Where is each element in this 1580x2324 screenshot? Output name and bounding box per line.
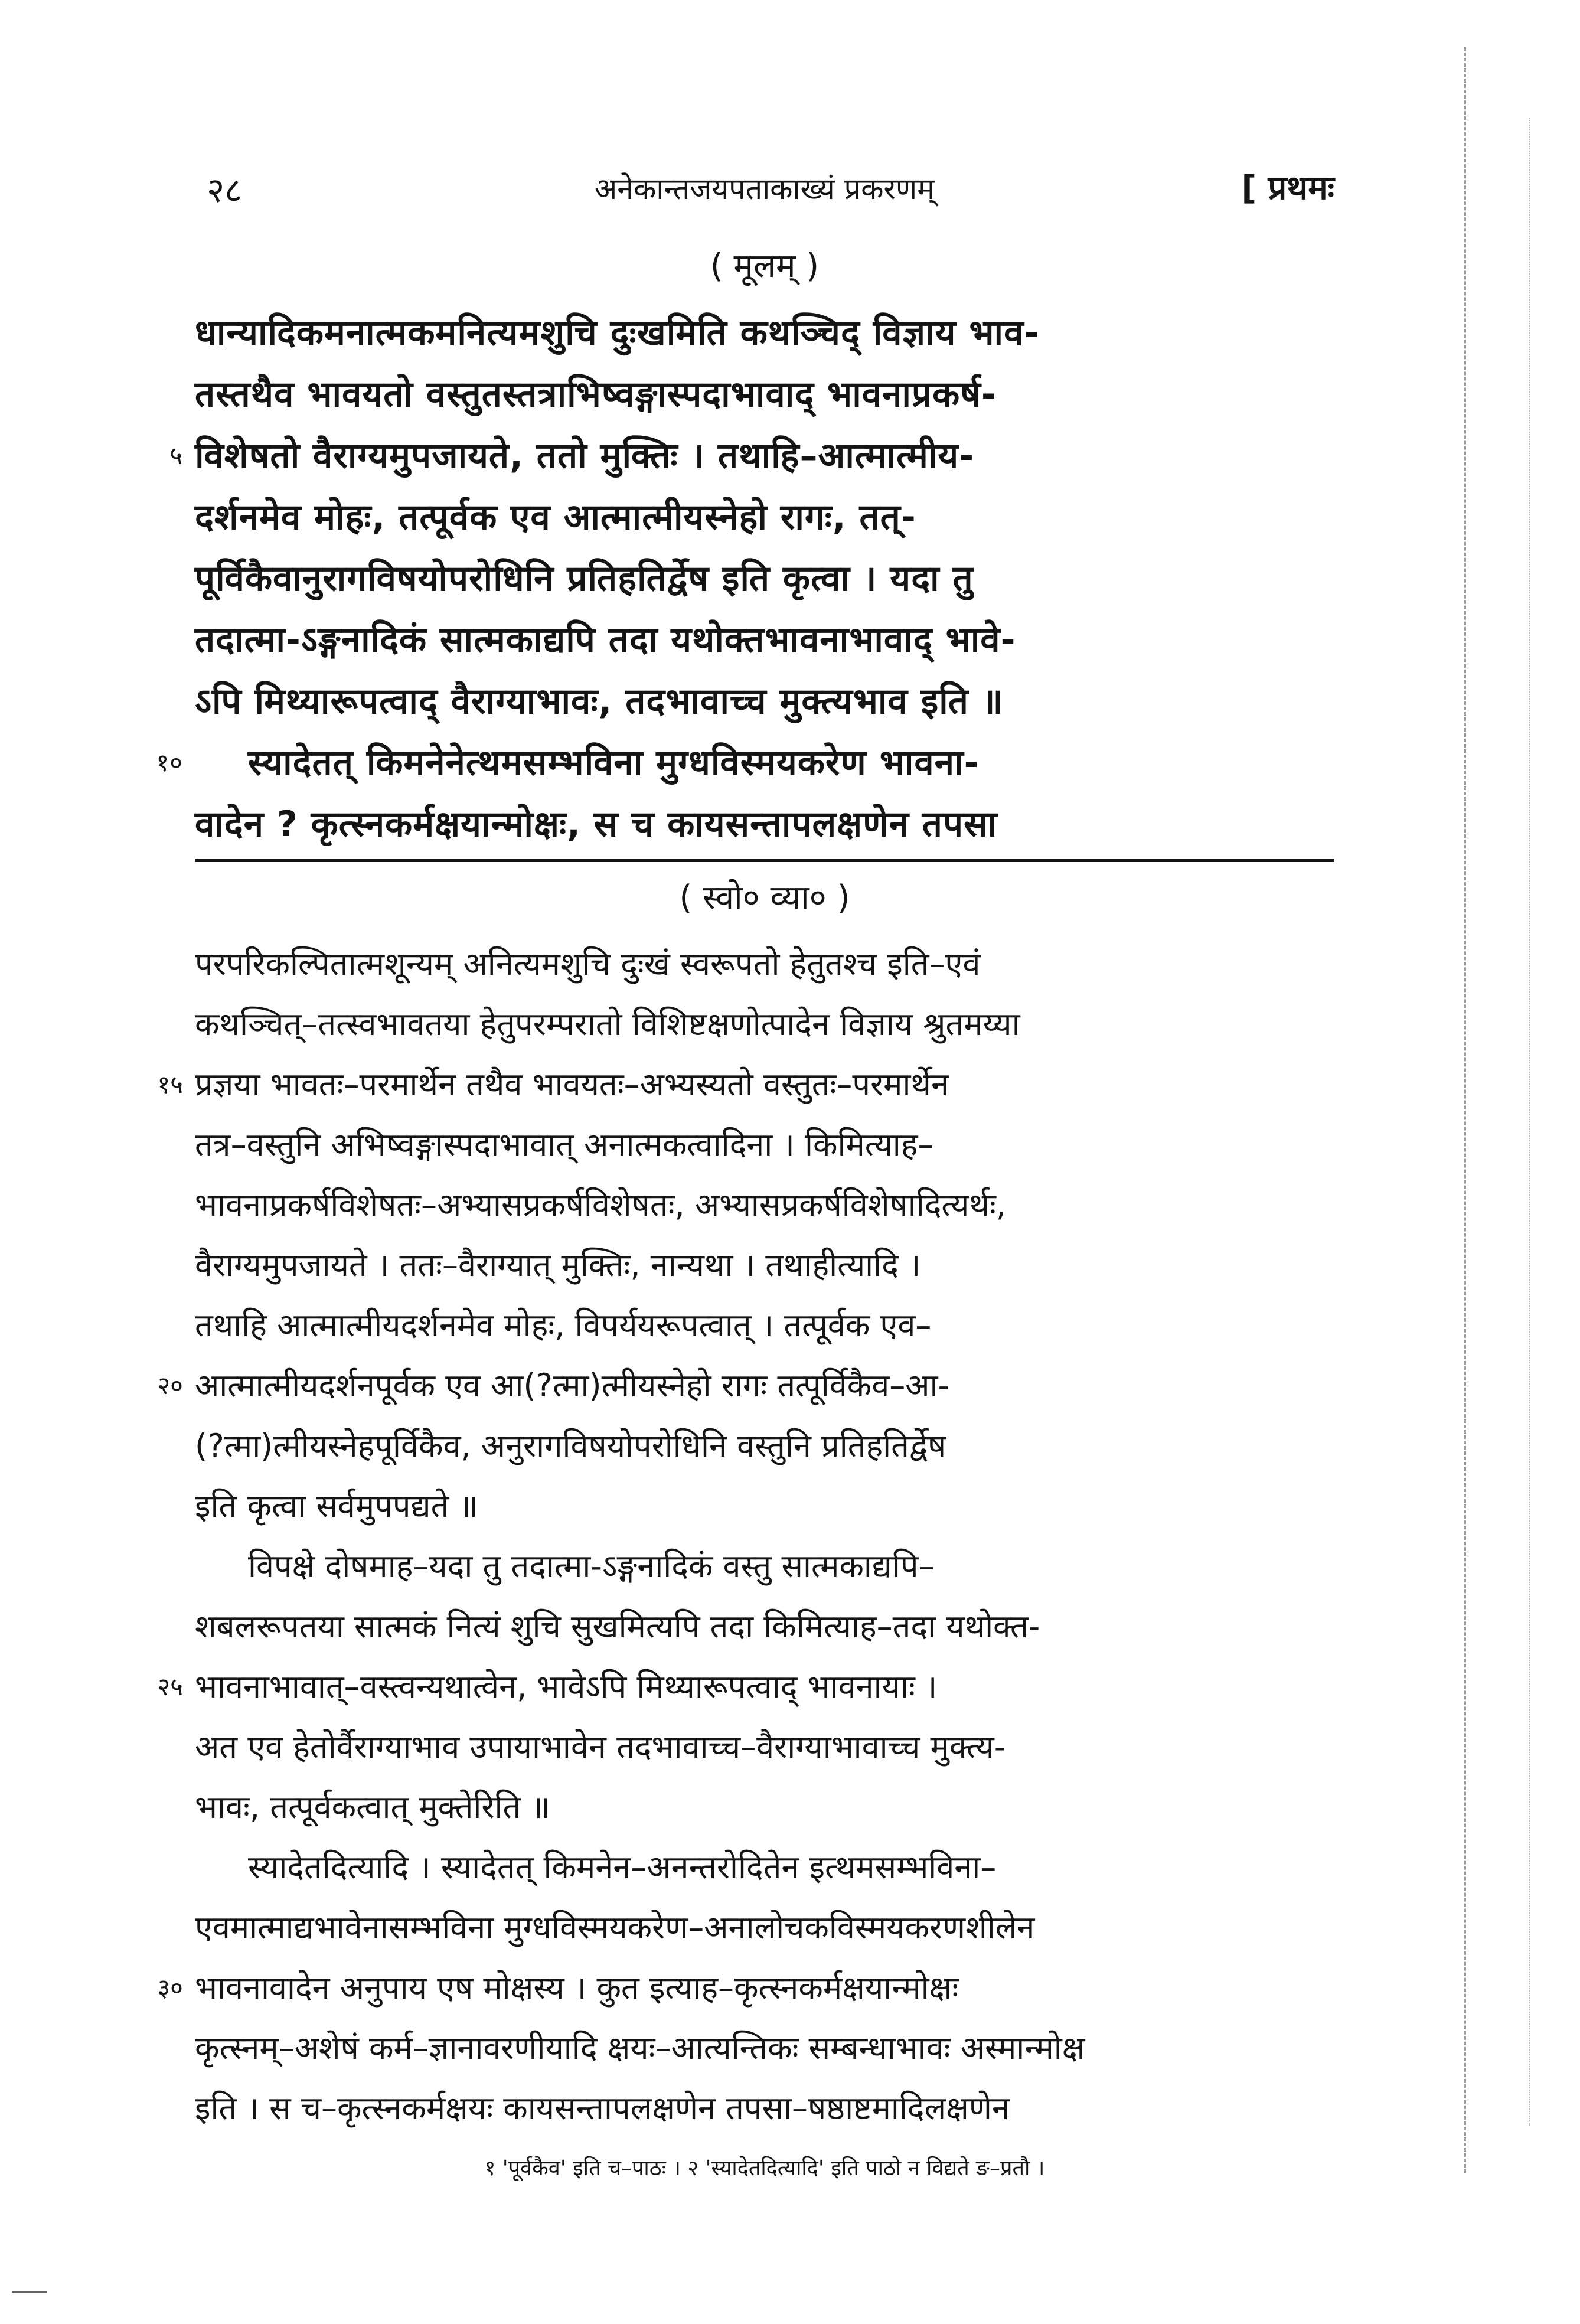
- line-text: वादेन ? कृत्स्नकर्मक्षयान्मोक्षः, स च कायसन्तापलक्षणेन तपसा: [195, 804, 998, 845]
- text-line: [157, 1958, 1334, 2018]
- line-number: २५: [157, 1672, 183, 1701]
- text-line: [195, 1837, 1334, 1898]
- text-line: [195, 609, 1334, 671]
- line-text: धान्यादिकमनात्मकमनित्यमशुचि दुःखमिति कथञ्चिद् विज्ञाय भाव-: [195, 312, 1040, 354]
- line-text: एवमात्माद्यभावेनासम्भविना मुग्धविस्मयकरेण–अनालोचकविस्मयकरणशीलेन: [195, 1909, 1035, 1946]
- text-line: [157, 1356, 1334, 1416]
- line-text: भावनाभावात्–वस्त्वन्यथात्वेन, भावेऽपि मिथ्यारूपत्वाद् भावनायाः ।: [195, 1668, 938, 1705]
- text-line: [195, 1115, 1334, 1175]
- line-text: वैराग्यमुपजायते । ततः–वैराग्यात् मुक्तिः, नान्यथा । तथाहीत्यादि ।: [195, 1246, 921, 1284]
- scan-edge-mark: [1464, 47, 1471, 2173]
- text-line: [195, 1416, 1334, 1476]
- running-title: अनेकान्तजयपताकाख्यं प्रकरणम्: [595, 172, 935, 206]
- scan-corner-mark: [12, 2291, 47, 2293]
- text-line: [195, 2078, 1334, 2139]
- text-line: [195, 1536, 1334, 1597]
- line-number: २०: [157, 1371, 183, 1400]
- page-header: [195, 159, 1334, 230]
- line-text: ऽपि मिथ्यारूपत्वाद् वैराग्याभावः, तदभावाच्च मुक्त्यभाव इति ॥: [195, 681, 1004, 722]
- section-divider: [195, 859, 1334, 862]
- line-text: भावः, तत्पूर्वकत्वात् मुक्तेरिति ॥: [195, 1788, 550, 1826]
- scan-edge-mark: [1529, 118, 1533, 2126]
- text-line: [195, 2018, 1334, 2078]
- text-line: [195, 1295, 1334, 1356]
- line-text: भावनावादेन अनुपाय एष मोक्षस्य । कुत इत्याह–कृत्स्नकर्मक्षयान्मोक्षः: [195, 1969, 959, 2006]
- text-line: [157, 1657, 1334, 1717]
- page-number: २८: [207, 170, 243, 210]
- line-text: (?त्मा)त्मीयस्नेहपूर्विकैव, अनुरागविषयोपरोधिनि वस्तुनि प्रतिहतिर्द्वेष: [195, 1427, 946, 1464]
- line-text: विपक्षे दोषमाह–यदा तु तदात्मा-ऽङ्गनादिकं वस्तु सात्मकाद्यपि–: [248, 1548, 935, 1585]
- line-number: १०: [156, 748, 183, 777]
- line-text: स्यादेतत् किमनेनेत्थमसम्भविना मुग्धविस्मयकरेण भावना-: [248, 742, 980, 784]
- text-line: [195, 1717, 1334, 1777]
- line-text: तत्र–वस्तुनि अभिष्वङ्गास्पदाभावात् अनात्मकत्वादिना । किमित्याह–: [195, 1126, 934, 1163]
- text-line: [195, 1476, 1334, 1536]
- commentary-heading: ( स्वो० व्या० ): [679, 879, 850, 917]
- text-line: [195, 1898, 1334, 1958]
- text-line: [195, 1175, 1334, 1235]
- text-line: [195, 794, 1334, 855]
- line-text: तथाहि आत्मात्मीयदर्शनमेव मोहः, विपर्ययरूपत्वात् । तत्पूर्वक एव–: [195, 1307, 932, 1344]
- text-line: [195, 487, 1334, 548]
- line-text: तस्तथैव भावयतो वस्तुतस्तत्राभिष्वङ्गास्पदाभावाद् भावनाप्रकर्ष-: [195, 374, 997, 415]
- text-line: [195, 302, 1334, 364]
- text-line: [157, 1055, 1334, 1115]
- line-text: शबलरूपतया सात्मकं नित्यं शुचि सुखमित्यपि तदा किमित्याह–तदा यथोक्त-: [195, 1608, 1040, 1645]
- section-mark: [ प्रथमः: [1241, 169, 1334, 207]
- text-line: [156, 732, 1334, 794]
- text-line: [195, 994, 1334, 1055]
- line-text: कृत्स्नम्–अशेषं कर्म–ज्ञानावरणीयादि क्षयः–आत्यन्तिकः सम्बन्धाभावः अस्मान्मोक्ष: [195, 2029, 1085, 2067]
- commentary-text-block: [157, 934, 1334, 2139]
- mula-text-block: [156, 302, 1334, 855]
- page-body: [156, 159, 1334, 2182]
- line-text: दर्शनमेव मोहः, तत्पूर्वक एव आत्मात्मीयस्नेहो रागः, तत्-: [195, 497, 916, 538]
- line-text: इति । स च–कृत्स्नकर्मक्षयः कायसन्तापलक्षणेन तपसा–षष्ठाष्टमादिलक्षणेन: [195, 2090, 1010, 2127]
- mula-heading: ( मूलम् ): [710, 247, 820, 285]
- line-text: प्रज्ञया भावतः–परमार्थेन तथैव भावयतः–अभ्यस्यतो वस्तुतः–परमार्थेन: [195, 1066, 949, 1103]
- line-text: अत एव हेतोर्वैराग्याभाव उपायाभावेन तदभावाच्च–वैराग्याभावाच्च मुक्त्य-: [195, 1728, 1006, 1765]
- text-line: [195, 548, 1334, 609]
- line-number: १५: [157, 1070, 183, 1099]
- line-text: स्यादेतदित्यादि । स्यादेतत् किमनेन–अनन्तरोदितेन इत्थमसम्भविना–: [248, 1849, 997, 1886]
- text-line: [195, 934, 1334, 994]
- line-text: इति कृत्वा सर्वमुपपद्यते ॥: [195, 1487, 478, 1525]
- line-number: ५: [169, 441, 183, 470]
- line-text: पूर्विकैवानुरागविषयोपरोधिनि प्रतिहतिर्द्वेष इति कृत्वा । यदा तु: [195, 558, 974, 599]
- text-line: [195, 1597, 1334, 1657]
- footnotes: १ 'पूर्वकैव' इति च–पाठः । २ 'स्यादेतदित्यादि' इति पाठो न विद्यते ङ–प्रतौ ।: [484, 2156, 1045, 2181]
- text-line: [195, 1235, 1334, 1295]
- line-text: कथञ्चित्–तत्स्वभावतया हेतुपरम्परातो विशिष्टक्षणोत्पादेन विज्ञाय श्रुतमय्या: [195, 1006, 1020, 1043]
- line-number: ३०: [157, 1973, 183, 2002]
- line-text: तदात्मा-ऽङ्गनादिकं सात्मकाद्यपि तदा यथोक्तभावनाभावाद् भावे-: [195, 619, 1016, 661]
- line-text: आत्मात्मीयदर्शनपूर्वक एव आ(?त्मा)त्मीयस्नेहो रागः तत्पूर्विकैव–आ-: [195, 1367, 949, 1404]
- text-line: [195, 1777, 1334, 1837]
- line-text: परपरिकल्पितात्मशून्यम् अनित्यमशुचि दुःखं स्वरूपतो हेतुतश्च इति–एवं: [195, 945, 981, 983]
- text-line: [169, 425, 1334, 487]
- text-line: [195, 671, 1334, 732]
- line-text: विशेषतो वैराग्यमुपजायते, ततो मुक्तिः । तथाहि–आत्मात्मीय-: [195, 435, 975, 476]
- text-line: [195, 364, 1334, 425]
- line-text: भावनाप्रकर्षविशेषतः–अभ्यासप्रकर्षविशेषतः, अभ्यासप्रकर्षविशेषादित्यर्थः,: [195, 1186, 1006, 1223]
